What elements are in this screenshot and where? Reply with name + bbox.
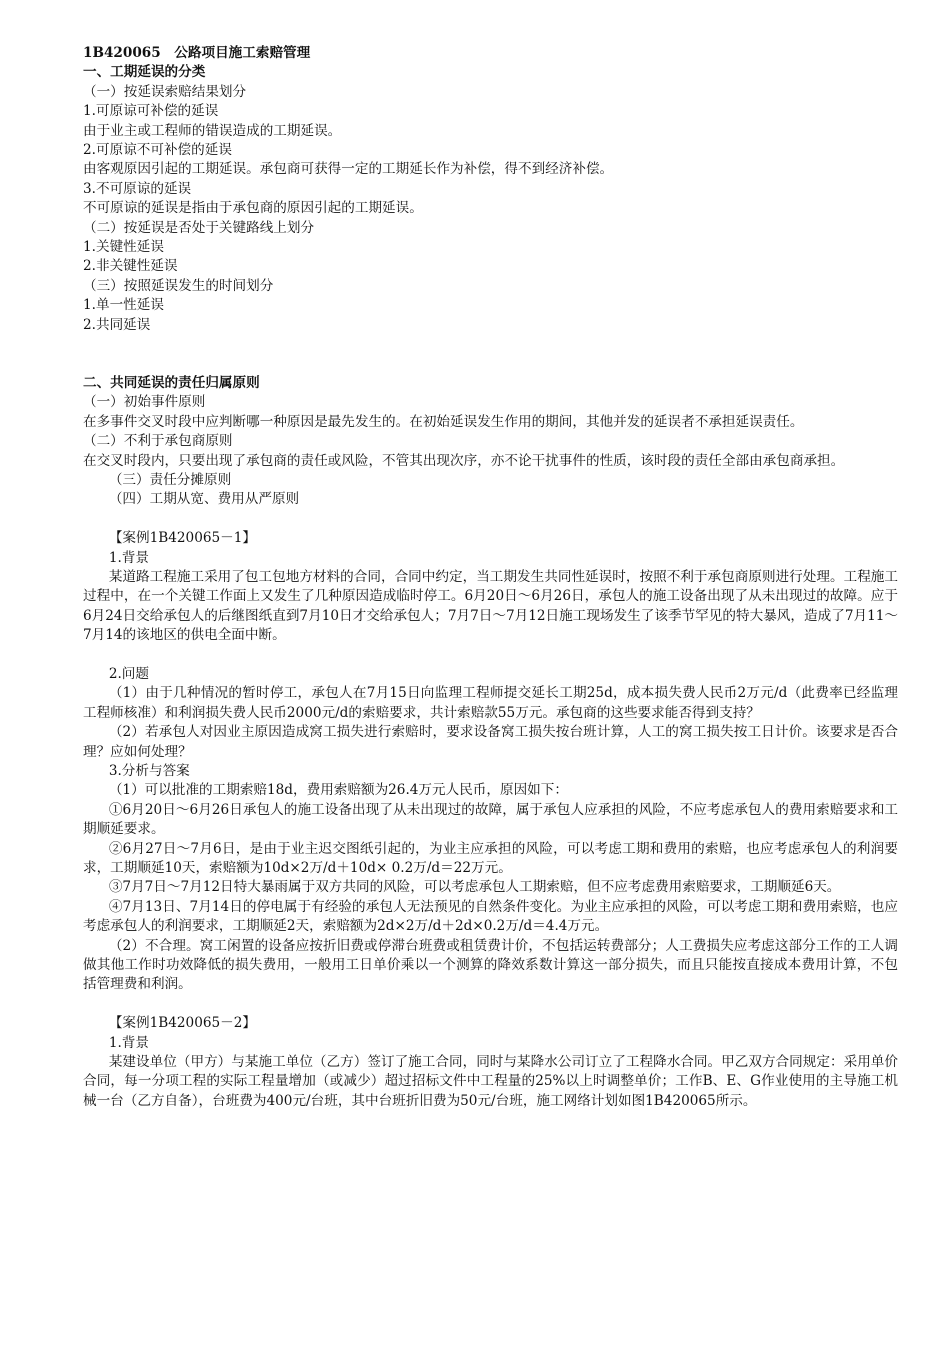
case-1-label: 【案例1B420065－1】 — [108, 530, 256, 547]
document-title: 1B420065 公路项目施工索赔管理 — [83, 45, 311, 61]
principle-3-title: （三）责任分摊原则 — [108, 471, 232, 488]
subsection-1c-heading: （三）按照延误发生的时间划分 — [83, 277, 274, 294]
item-1c1: 1.单一性延误 — [83, 297, 164, 314]
item-1a3-text: 不可原谅的延误是指由于承包商的原因引起的工期延误。 — [83, 200, 423, 217]
principle-4-title: （四）工期从宽、费用从严原则 — [108, 491, 300, 508]
case-1-background-text: 某道路工程施工采用了包工包地方材料的合同，合同中约定，当工期发生共同性延误时，按照不利于承包商原则进行处理。工程施工过程中，在一个关键工作面上又发生了几种原因造成临时停工。6月20日～6月26日，承包人的施工设备出现了从未出现过的故障。应于6月24日交给承包人的后继图纸直到7月10日才交给承包人；7月7日～7月12日施工现场发生了该季节罕见的特大暴风，造成了7月11～7月14的该地区的供电全面中断。 — [83, 568, 898, 644]
item-1a2-title: 2.可原谅不可补偿的延误 — [83, 142, 232, 159]
item-1b2: 2.非关键性延误 — [83, 258, 178, 275]
case-1-question-2: （2）若承包人对因业主原因造成窝工损失进行索赔时，要求设备窝工损失按台班计算，人工的窝工损失按工日计价。该要求是否合理？应如何处理？ — [83, 724, 898, 760]
case-1-answer-1-item-2: ②6月27日～7月6日，是由于业主迟交图纸引起的，为业主应承担的风险，可以考虑工期和费用的索赔，也应考虑承包人的利润要求，工期顺延10天，索赔额为10d×2万/d＋10d× 0.2万/d＝22万元。 — [83, 840, 898, 877]
spacer — [83, 510, 898, 529]
item-1a1-text: 由于业主或工程师的错误造成的工期延误。 — [83, 122, 342, 139]
item-1c2: 2.共同延误 — [83, 316, 151, 333]
subsection-1a-heading: （一）按延误索赔结果划分 — [83, 83, 247, 100]
item-1b1: 1.关键性延误 — [83, 239, 164, 256]
document-page — [83, 44, 898, 1111]
principle-1-title: （一）初始事件原则 — [83, 394, 206, 411]
principle-2-title: （二）不利于承包商原则 — [83, 433, 233, 450]
principle-2-text: 在交叉时段内，只要出现了承包商的责任或风险，不管其出现次序，亦不论干扰事件的性质，该时段的责任全部由承包商承担。 — [83, 452, 845, 469]
spacer — [83, 335, 898, 374]
section-2-heading: 二、共同延误的责任归属原则 — [83, 374, 260, 391]
case-1-question-title: 2.问题 — [108, 665, 149, 682]
spacer — [83, 995, 898, 1014]
case-1-background-title: 1.背景 — [108, 549, 149, 566]
case-1-answer-title: 3.分析与答案 — [108, 762, 190, 779]
item-1a1-title: 1.可原谅可补偿的延误 — [83, 103, 219, 120]
item-1a2-text: 由客观原因引起的工期延误。承包商可获得一定的工期延长作为补偿，得不到经济补偿。 — [83, 161, 614, 178]
case-1-answer-2: （2）不合理。窝工闲置的设备应按折旧费或停滞台班费或租赁费计价，不包括运转费部分；人工费损失应考虑这部分工作的工人调做其他工作时功效降低的损失费用，一般用工日单价乘以一个测算的降效系数计算这一部分损失，而且只能按直接成本费用计算，不包括管理费和利润。 — [83, 937, 898, 993]
section-1-heading: 一、工期延误的分类 — [83, 64, 206, 81]
case-1-answer-1-item-3: ③7月7日～7月12日特大暴雨属于双方共同的风险，可以考虑承包人工期索赔，但不应考虑费用索赔要求，工期顺延6天。 — [108, 879, 841, 896]
case-1-answer-1: （1）可以批准的工期索赔18d，费用索赔额为26.4万元人民币，原因如下： — [108, 782, 568, 799]
principle-1-text: 在多事件交叉时段中应判断哪一种原因是最先发生的。在初始延误发生作用的期间，其他并发的延误者不承担延误责任。 — [83, 413, 804, 430]
case-1-answer-1-item-1: ①6月20日～6月26日承包人的施工设备出现了从未出现过的故障，属于承包人应承担的风险，不应考虑承包人的费用索赔要求和工期顺延要求。 — [83, 801, 898, 838]
item-1a3-title: 3.不可原谅的延误 — [83, 180, 192, 197]
case-1-answer-1-item-4: ④7月13日、7月14日的停电属于有经验的承包人无法预见的自然条件变化。为业主应承担的风险，可以考虑工期和费用索赔，也应考虑承包人的利润要求，工期顺延2天，索赔额为2d×2万/d＋2d×0.2万/d＝4.4万元。 — [83, 898, 898, 935]
case-2-background-title: 1.背景 — [108, 1034, 149, 1051]
case-1-question-1: （1）由于几种情况的暂时停工，承包人在7月15日向监理工程师提交延长工期25d，成本损失费人民币2万元/d（此费率已经监理工程师核准）和利润损失费人民币2000元/d的索赔要求，共计索赔款55万元。承包商的这些要求能否得到支持？ — [83, 685, 898, 721]
subsection-1b-heading: （二）按延误是否处于关键路线上划分 — [83, 219, 315, 236]
spacer — [83, 646, 898, 665]
case-2-label: 【案例1B420065－2】 — [108, 1015, 256, 1032]
case-2-background-text: 某建设单位（甲方）与某施工单位（乙方）签订了施工合同，同时与某降水公司订立了工程降水合同。甲乙双方合同规定：采用单价合同，每一分项工程的实际工程量增加（或减少）超过招标文件中工程量的25%以上时调整单价；工作B、E、G作业使用的主导施工机械一台（乙方自备），台班费为400元/台班，其中台班折旧费为50元/台班，施工网络计划如图1B420065所示。 — [83, 1054, 898, 1109]
